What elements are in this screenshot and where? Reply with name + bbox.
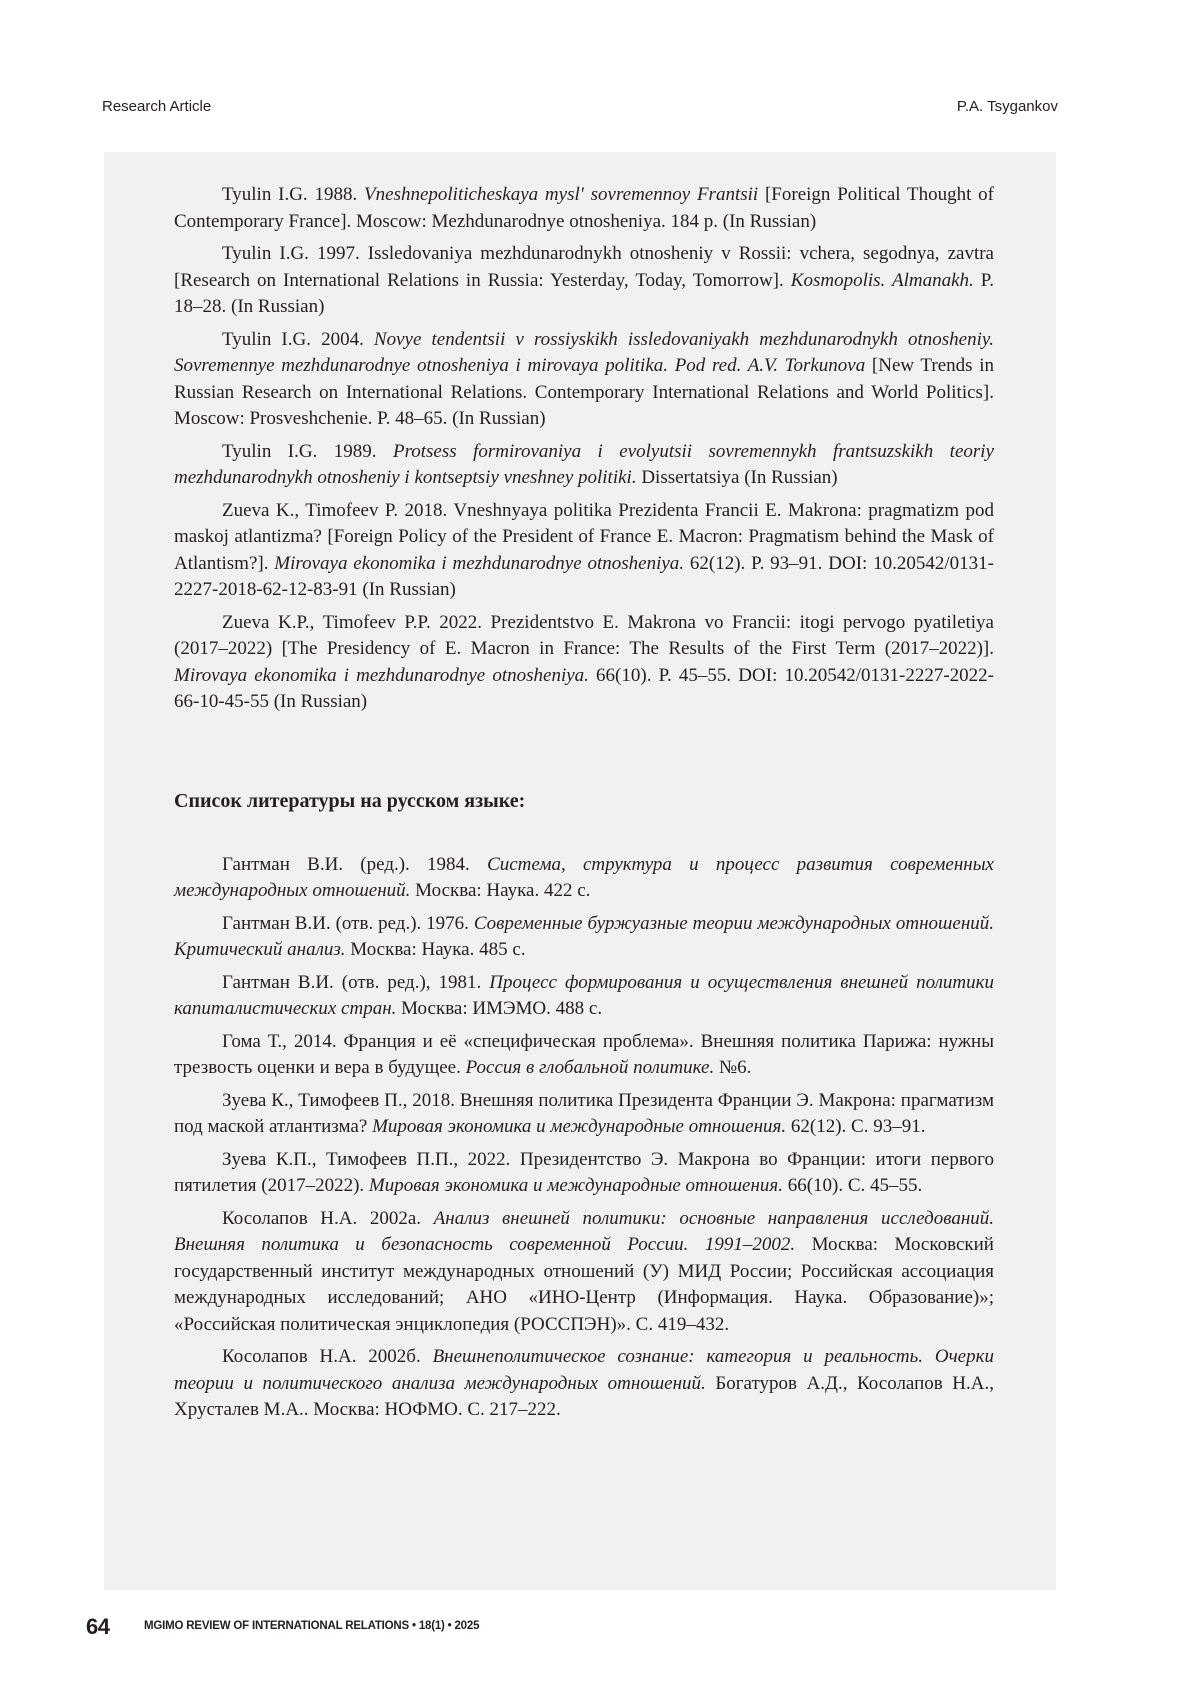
references-panel: [104, 152, 1056, 1590]
running-head: [102, 98, 1058, 120]
reference-entry: Tyulin I.G. 1988. Vneshnepoliticheskaya mysl' sovremennoy Frantsii [Foreign Political Thought of Contemporary France]. Moscow: Mezhdunarodnye otnosheniya. 184 p. (In Russian): [174, 184, 994, 232]
running-head-author: P.A. Tsygankov: [956, 98, 1058, 115]
reference-entry-ru: Зуева К., Тимофеев П., 2018. Внешняя политика Президента Франции Э. Макрона: прагматизм под маской атлантизма? Мировая экономика и международные отношения. 62(12). С. 93–91.: [174, 1089, 994, 1137]
reference-entry-ru: Гома Т., 2014. Франция и её «специфическая проблема». Внешняя политика Парижа: нужны трезвость оценки и вера в будущее. Россия в глобальной политике. №6.: [174, 1030, 994, 1078]
reference-entry: Zueva K.P., Timofeev P.P. 2022. Prezidentstvo E. Makrona vo Francii: itogi pervogo pyatiletiya (2017–2022) [The Presidency of E. Macron in France: The Results of the First Term (2017–2022)]. Mirovaya ekonomika i mezhdunarodnye otnosheniya. 66(10). P. 45–55. DOI: 10.20542/0131-2227-2022-66-10-45-55 (In Russian): [174, 611, 994, 712]
reference-entry: Tyulin I.G. 1989. Protsess formirovaniya i evolyutsii sovremennykh frantsuzskikh teoriy mezhdunarodnykh otnosheniy i kontseptsiy vneshney politiki. Dissertatsiya (In Russian): [174, 440, 994, 488]
reference-entry-ru: Зуева К.П., Тимофеев П.П., 2022. Президентство Э. Макрона во Франции: итоги первого пятилетия (2017–2022). Мировая экономика и международные отношения. 66(10). С. 45–55.: [174, 1148, 994, 1196]
reference-entry-ru: Гантман В.И. (ред.). 1984. Система, структура и процесс развития современных международных отношений. Москва: Наука. 422 с.: [174, 853, 994, 901]
section-title: Список литературы на русском языке:: [174, 789, 526, 812]
reference-entry-ru: Косолапов Н.А. 2002б. Внешнеполитическое сознание: категория и реальность. Очерки теории и политического анализа международных отношений. Богатуров А.Д., Косолапов Н.А., Хрусталев М.А.. Москва: НОФМО. С. 217–222.: [174, 1346, 994, 1420]
journal-name: MGIMO REVIEW OF INTERNATIONAL RELATIONS • 18(1) • 2025: [144, 1620, 480, 1632]
reference-entry-ru: Косолапов Н.А. 2002a. Анализ внешней политики: основные направления исследований. Внешняя политика и безопасность современной России. 1991–2002. Москва: Московский государственный институт международных отношений (У) МИД России; Российская ассоциация международных исследований; АНО «ИНО-Центр (Информация. Наука. Образование)»; «Российская политическая энциклопедия (РОССПЭН)». С. 419–432.: [174, 1207, 994, 1335]
references-content: [174, 182, 994, 1430]
reference-entry: Zueva K., Timofeev P. 2018. Vneshnyaya politika Prezidenta Francii E. Makrona: pragmatizm pod maskoj atlantizma? [Foreign Policy of the President of France E. Macron: Pragmatism behind the Mask of Atlantism?]. Mirovaya ekonomika i mezhdunarodnye otnosheniya. 62(12). P. 93–91. DOI: 10.20542/0131-2227-2018-62-12-83-91 (In Russian): [174, 499, 994, 600]
page-footer: [86, 1614, 986, 1644]
running-head-section: Research Article: [102, 98, 212, 115]
reference-entry: Tyulin I.G. 2004. Novye tendentsii v rossiyskikh issledovaniyakh mezhdunarodnykh otnosheniy. Sovremennye mezhdunarodnye otnosheniya i mirovaya politika. Pod red. A.V. Torkunova [New Trends in Russian Research on International Relations. Contemporary International Relations and World Politics]. Moscow: Prosveshchenie. P. 48–65. (In Russian): [174, 328, 994, 429]
reference-entry-ru: Гантман В.И. (отв. ред.), 1981. Процесс формирования и осуществления внешней политики капиталистических стран. Москва: ИМЭМО. 488 с.: [174, 971, 994, 1019]
reference-entry-ru: Гантман В.И. (отв. ред.). 1976. Современные буржуазные теории международных отношений. Критический анализ. Москва: Наука. 485 с.: [174, 912, 994, 960]
page-number: 64: [86, 1614, 110, 1639]
reference-entry: Tyulin I.G. 1997. Issledovaniya mezhdunarodnykh otnosheniy v Rossii: vchera, segodnya, zavtra [Research on International Relations in Russia: Yesterday, Today, Tomorrow]. Kosmopolis. Almanakh. P. 18–28. (In Russian): [174, 243, 994, 317]
